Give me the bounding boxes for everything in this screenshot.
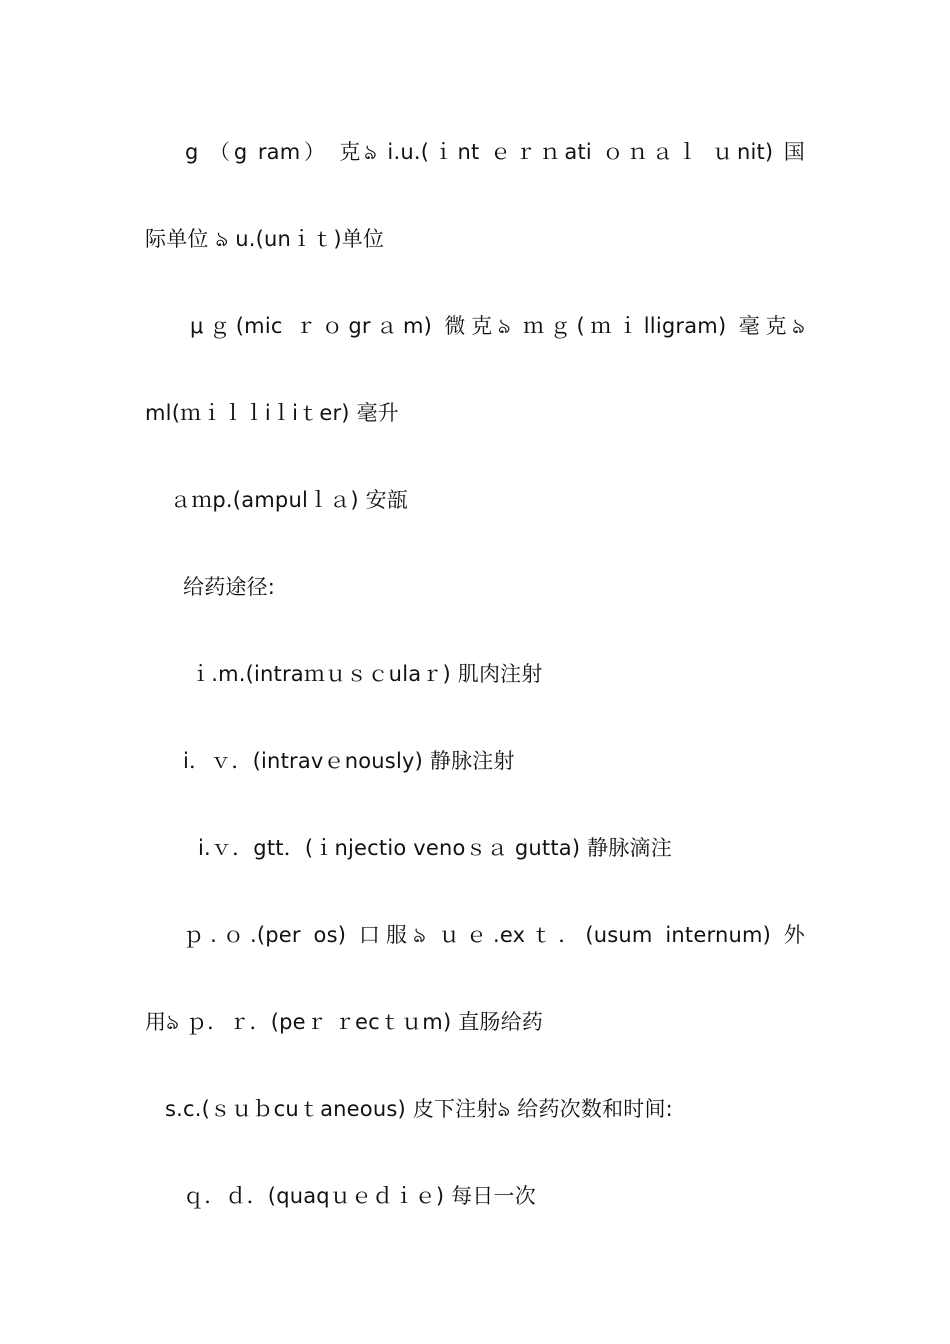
text-line-12: s.c.(ｓｕｂcuｔaneous) 皮下注射ঌ 给药次数和时间: xyxy=(165,1097,673,1121)
text-line-1: g （g ram） 克﻿ঌ i.u.(ｉnt ｅｒｎati ｏｎａｌ ｕnit) 国 xyxy=(185,140,805,164)
text-line-2: 际单位 ঌ u.(unｉｔ)单位 xyxy=(145,227,385,251)
text-line-13: ｑ．ｄ．(quaqｕｅｄｉｅ) 每日一次 xyxy=(183,1184,536,1208)
text-line-4: ml(ｍｉｌｌiｌiｔer) 毫升 xyxy=(145,401,399,425)
text-line-5: ａｍp.(ampulｌａ) 安瓿 xyxy=(170,488,409,512)
text-line-3: μｇ(mic ｒｏgrａm) 微克ঌ ｍｇ(ｍｉlligram) 毫克ঌ xyxy=(190,314,805,338)
section-heading-routes: 给药途径: xyxy=(183,575,276,599)
text-line-9: i.ｖ．gtt．(ｉnjectio venoｓａ gutta) 静脉滴注 xyxy=(198,836,672,860)
text-line-7: ｉ.m.(intraｍｕｓｃulaｒ) 肌肉注射 xyxy=(190,662,543,686)
text-line-8: i．ｖ．(intravｅnously) 静脉注射 xyxy=(183,749,515,773)
text-line-10: ｐ.ｏ.(per os) 口服ঌ ｕｅ.exｔ．(usum internum) 外 xyxy=(183,923,805,947)
text-line-11: 用ঌ ｐ．ｒ．(peｒ ｒecｔｕm) 直肠给药 xyxy=(145,1010,544,1034)
